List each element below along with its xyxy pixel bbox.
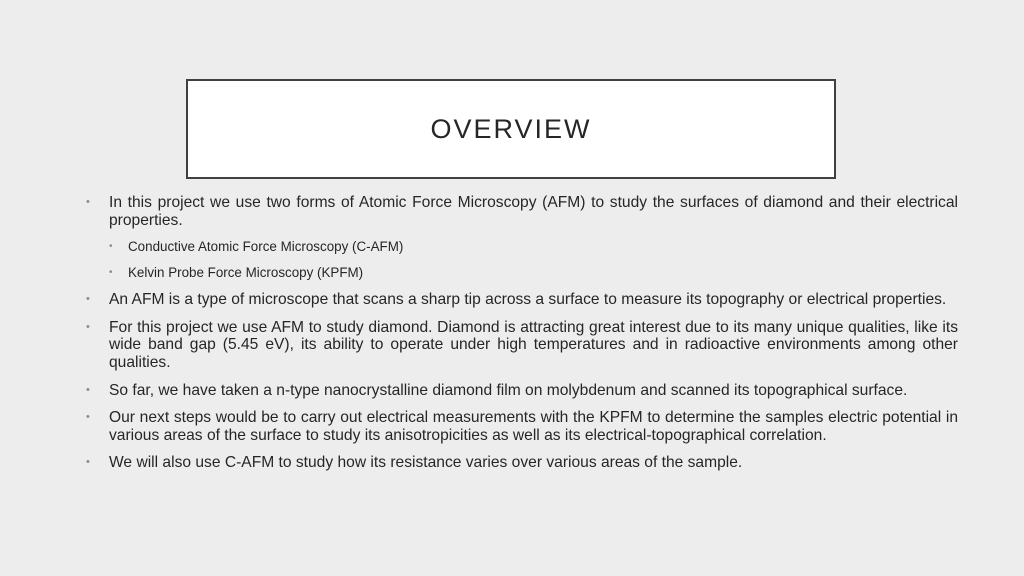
bullet-list (86, 194, 958, 472)
bullet-text: For this project we use AFM to study diamond. Diamond is attracting great interest due to its many unique qualities, like its wide band gap (5.45 eV), its ability to operate under high temperatures and in radioactive environments among other qualities. (109, 318, 958, 371)
sub-bullet-icon: • (109, 267, 113, 279)
sub-bullet-text: Conductive Atomic Force Microscopy (C-AFM) (128, 239, 404, 255)
bullet-text: We will also use C-AFM to study how its resistance varies over various areas of the sample. (109, 454, 743, 472)
bullet-icon: • (86, 293, 90, 306)
sub-bullet-icon: • (109, 241, 113, 253)
slide-body (86, 194, 958, 482)
bullet-item (86, 454, 958, 472)
bullet-text: In this project we use two forms of Atomic Force Microscopy (AFM) to study the surfaces of diamond and their electrical properties. (109, 194, 958, 229)
title-box (186, 79, 836, 179)
bullet-item (86, 319, 958, 372)
bullet-item (86, 194, 958, 281)
bullet-icon: • (86, 196, 90, 208)
sub-bullet-list (109, 238, 958, 281)
bullet-item (86, 291, 958, 309)
bullet-item (86, 409, 958, 444)
slide-title: OVERVIEW (430, 113, 592, 144)
sub-bullet-text: Kelvin Probe Force Microscopy (KPFM) (128, 265, 364, 281)
bullet-icon: • (86, 456, 90, 469)
bullet-item (86, 382, 958, 400)
bullet-icon: • (86, 383, 90, 396)
sub-bullet-item (109, 264, 958, 281)
bullet-text: So far, we have taken a n-type nanocrystalline diamond film on molybdenum and scanned its topographical surface. (109, 381, 908, 399)
bullet-icon: • (86, 411, 90, 424)
bullet-text: An AFM is a type of microscope that scans a sharp tip across a surface to measure its topography or electrical properties. (109, 291, 947, 309)
bullet-text: Our next steps would be to carry out electrical measurements with the KPFM to determine the samples electric potential in various areas of the surface to study its anisotropicities as well as its electrical-topographical correlation. (109, 409, 958, 444)
sub-bullet-item (109, 238, 958, 255)
bullet-icon: • (86, 320, 90, 333)
